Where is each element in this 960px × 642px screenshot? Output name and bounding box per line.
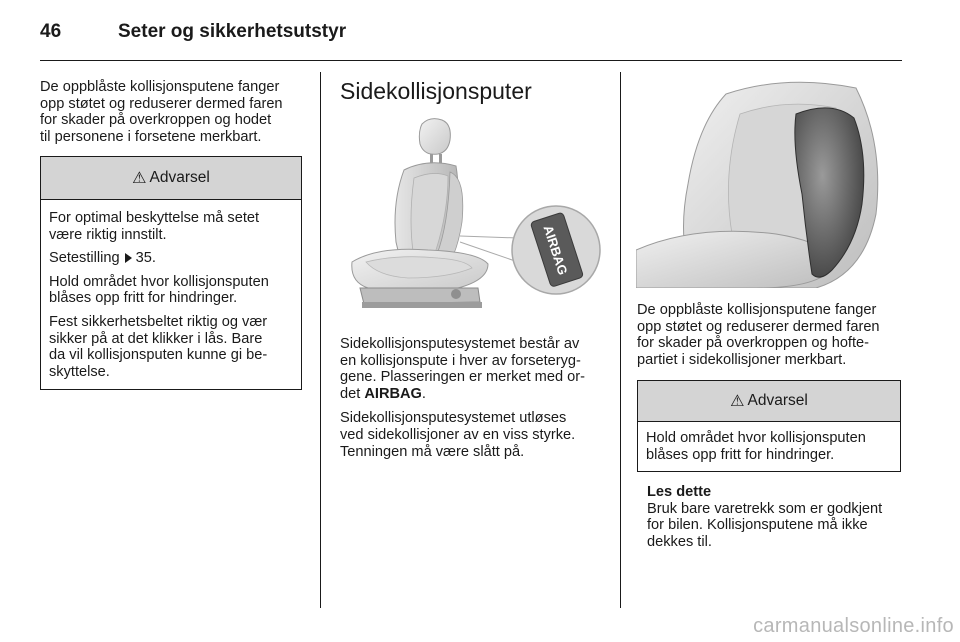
text-line: Hold området hvor kollisjonsputen: [646, 430, 866, 446]
text-line: De oppblåste kollisjonsputene fanger: [40, 79, 280, 95]
text-line: en kollisjonspute i hver av forseteryg-: [340, 352, 581, 369]
warning-title: Advarsel: [149, 169, 210, 186]
text-line: for skader på overkroppen og hodet: [40, 112, 272, 129]
text-line: Sidekollisjonsputesystemet utløses: [340, 410, 567, 427]
warning-title: Advarsel: [747, 392, 808, 409]
airbag-bold-text: AIRBAG: [364, 385, 422, 402]
text-line: Setestilling: [49, 250, 124, 267]
inflated-side-airbag-figure: [636, 74, 902, 288]
text-line: skyttelse.: [49, 363, 110, 380]
warning-paragraph: [49, 250, 293, 267]
text-line: Tenningen må være slått på.: [340, 443, 525, 460]
text-line: for bilen. Kollisjonsputene må ikke: [647, 517, 868, 534]
page-number: 46: [40, 21, 62, 42]
middle-paragraph-1: [340, 336, 615, 402]
text-fragment: .: [421, 385, 426, 402]
warning-paragraph: [49, 314, 293, 380]
warning-paragraph: [49, 210, 293, 243]
middle-text: [340, 336, 615, 460]
note-title: Les dette: [647, 484, 712, 500]
text-line: sikker på at det klikker i lås. Bare: [49, 330, 263, 347]
page-ref-icon[interactable]: [125, 253, 132, 263]
text-line: for skader på overkroppen og hofte-: [637, 335, 870, 352]
text-line: De oppblåste kollisjonsputene fanger: [637, 302, 877, 318]
text-line: Hold området hvor kollisjonsputen: [49, 273, 269, 290]
note-block: [647, 484, 905, 550]
warning-header: [41, 157, 301, 200]
text-line: da vil kollisjonsputen kunne gi be-: [49, 347, 268, 364]
seat-airbag-figure: [338, 112, 608, 322]
warning-header: [638, 381, 900, 422]
middle-paragraph-2: [340, 410, 615, 460]
page-title: Seter og sikkerhetsutstyr: [118, 21, 347, 42]
text-line: Fest sikkerhetsbeltet riktig og vær: [49, 313, 268, 330]
warning-body: [638, 422, 900, 471]
header-rule: [40, 60, 902, 61]
warning-triangle-icon: ⚠: [730, 393, 745, 410]
text-line: være riktig innstilt.: [49, 226, 167, 243]
watermark: carmanualsonline.info: [753, 615, 954, 637]
text-fragment: det: [340, 385, 365, 402]
text-line: til personene i forsetene merkbart.: [40, 128, 262, 145]
page-header: [40, 22, 346, 42]
section-title: Sidekollisjonsputer: [340, 78, 532, 104]
text-line: opp støtet og reduserer dermed faren: [637, 318, 880, 335]
text-line: Bruk bare varetrekk som er godkjent: [647, 500, 883, 517]
text-line: blåses opp fritt for hindringer.: [646, 446, 835, 463]
text-line: opp støtet og reduserer dermed faren: [40, 95, 283, 112]
text-line: blåses opp fritt for hindringer.: [49, 290, 238, 307]
warning-body: [41, 200, 301, 390]
airbag-label: AIRBAG: [540, 223, 571, 277]
text-line: dekkes til.: [647, 533, 712, 550]
text-line: partiet i sidekollisjoner merkbart.: [637, 351, 847, 368]
warning-triangle-icon: ⚠: [132, 170, 147, 187]
text-line: ved sidekollisjoner av en viss styrke.: [340, 426, 576, 443]
text-line: Sidekollisjonsputesystemet består av: [340, 336, 580, 352]
column-divider-2: [620, 72, 621, 608]
warning-box-left: [40, 156, 302, 390]
left-intro: [40, 79, 310, 145]
warning-paragraph: [49, 274, 293, 307]
text-line: For optimal beskyttelse må setet: [49, 210, 260, 226]
text-line: gene. Plasseringen er merket med or-: [340, 369, 585, 386]
warning-box-right: [637, 380, 901, 472]
column-divider-1: [320, 72, 321, 608]
page-ref-link[interactable]: 35.: [135, 250, 156, 267]
right-intro: [637, 302, 905, 368]
